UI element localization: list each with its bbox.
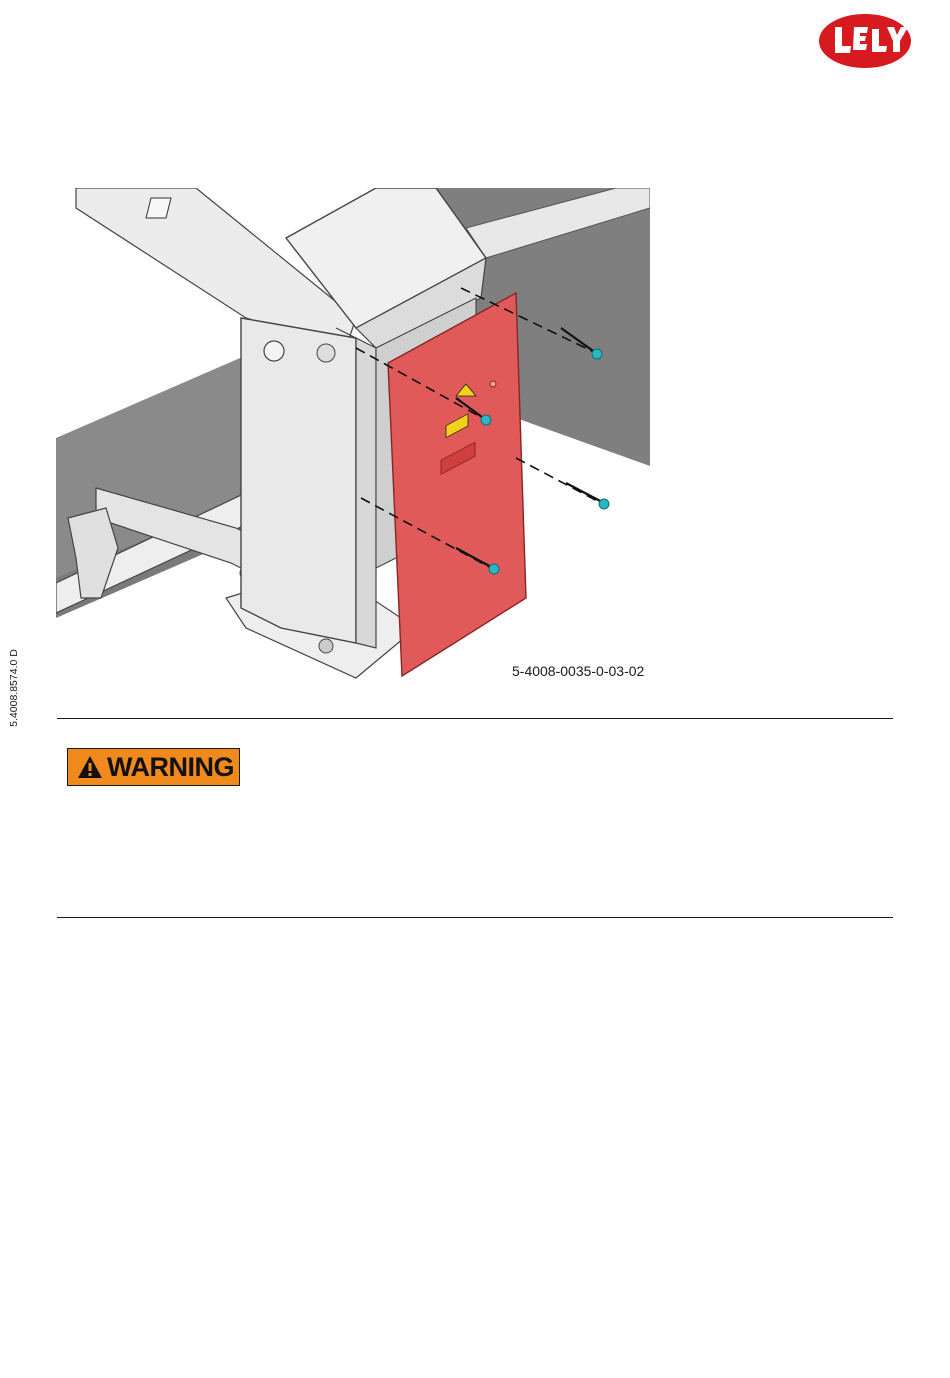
warning-badge	[67, 748, 240, 786]
lely-logo-icon	[817, 12, 913, 70]
divider-top	[57, 718, 893, 719]
cover-removal-illustration	[56, 188, 650, 680]
figure-reference-number: 5-4008-0035-0-03-02	[512, 663, 645, 679]
divider-bottom	[57, 917, 893, 918]
document-code: 5.4008.8574.0 D	[8, 649, 20, 727]
warning-label: WARNING	[107, 751, 234, 782]
warning-triangle-icon	[77, 755, 103, 779]
